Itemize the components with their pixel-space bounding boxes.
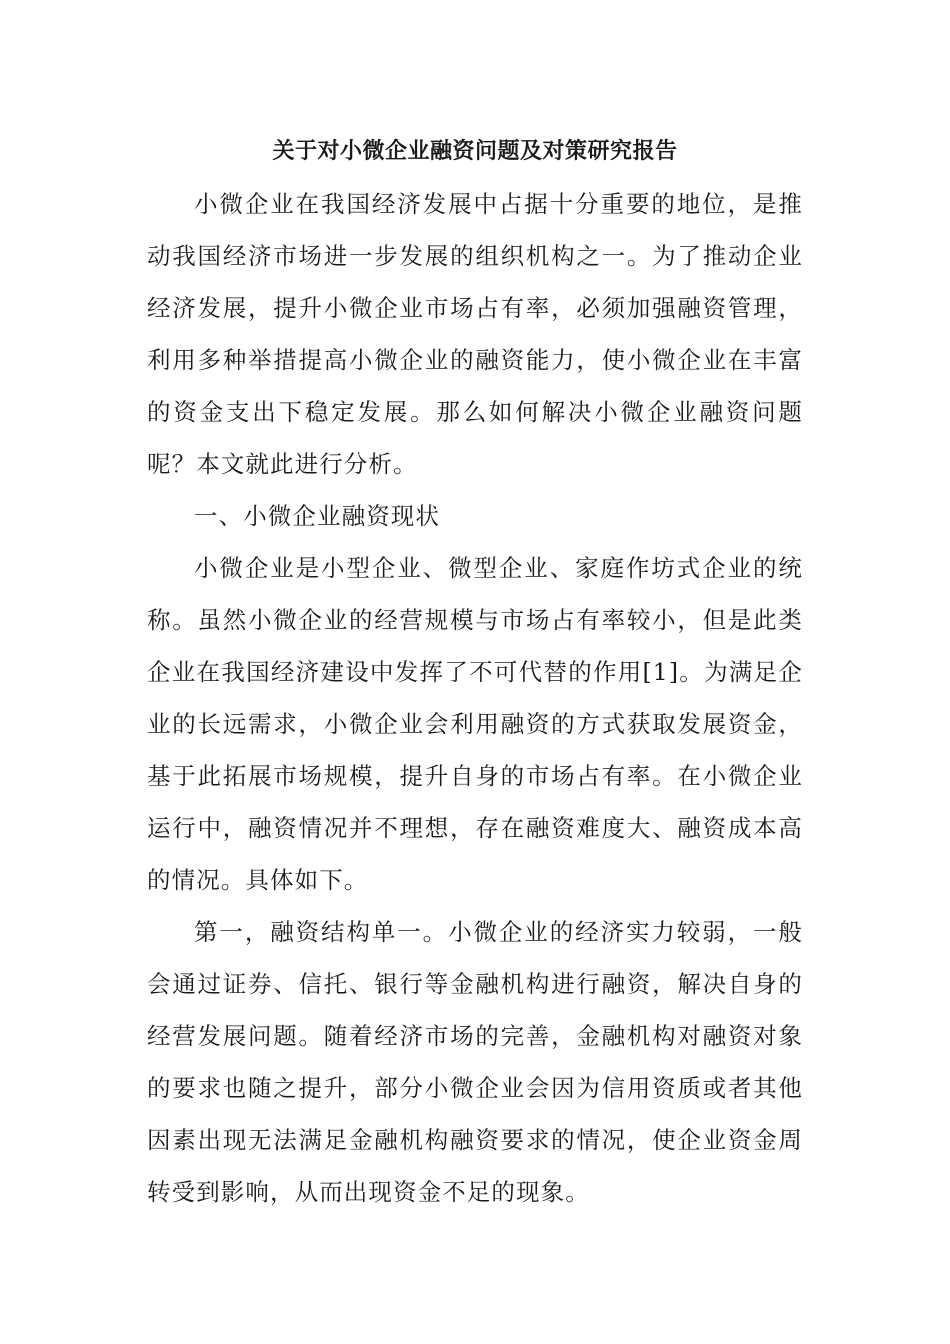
body-paragraph: 小微企业是小型企业、微型企业、家庭作坊式企业的统称。虽然小微企业的经营规模与市场占有率较小，但是此类企业在我国经济建设中发挥了不可代替的作用[1]。为满足企业的长远需求，小微企业会利用融资的方式获取发展资金，基于此拓展市场规模，提升自身的市场占有率。在小微企业运行中，融资情况并不理想，存在融资难度大、融资成本高的情况。具体如下。 — [147, 554, 803, 894]
document-title: 关于对小微企业融资问题及对策研究报告 — [272, 138, 678, 164]
section-heading: 一、小微企业融资现状 — [194, 502, 440, 530]
document-body — [147, 178, 803, 1218]
body-paragraph: 第一，融资结构单一。小微企业的经济实力较弱，一般会通过证券、信托、银行等金融机构进行融资，解决自身的经营发展问题。随着经济市场的完善，金融机构对融资对象的要求也随之提升，部分小微企业会因为信用资质或者其他因素出现无法满足金融机构融资要求的情况，使企业资金周转受到影响，从而出现资金不足的现象。 — [147, 918, 803, 1206]
intro-paragraph: 小微企业在我国经济发展中占据十分重要的地位，是推动我国经济市场进一步发展的组织机构之一。为了推动企业经济发展，提升小微企业市场占有率，必须加强融资管理，利用多种举措提高小微企业的融资能力，使小微企业在丰富的资金支出下稳定发展。那么如何解决小微企业融资问题呢？本文就此进行分析。 — [147, 190, 803, 478]
